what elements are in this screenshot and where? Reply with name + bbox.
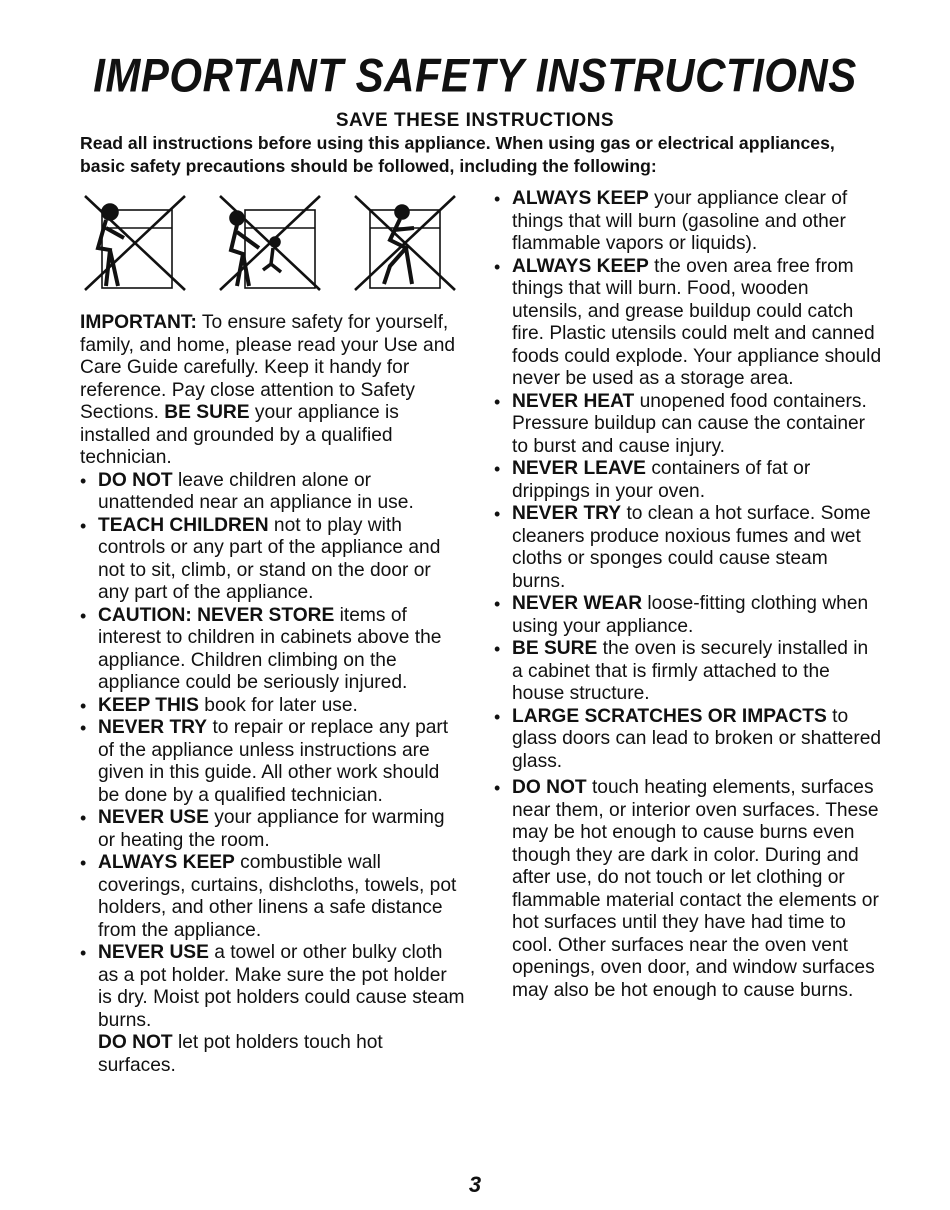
important-text: To ensure safety for yourself, family, and home, please read your Use and Care Guide carefully. Keep it handy for reference. Pay close attention to Safety Sections. (80, 312, 456, 423)
list-item: • DO NOT touch heating elements, surfaces near them, or interior oven surfaces. These may be hot enough to cause burns even though they are dark in color. During and after use, do not touch or let clothing or flammable material contact the elements or hot surfaces until they have had time to cool. Other surfaces near the oven vent openings, oven door, and window surfaces may also be hot enough to cause burns. (494, 777, 884, 1002)
list-item: • KEEP THIS book for later use. (80, 695, 465, 718)
list-item: • LARGE SCRATCHES OR IMPACTS to glass doors can lead to broken or shattered glass. (494, 706, 884, 774)
important-lead: IMPORTANT: (80, 312, 197, 333)
be-sure-text: your appliance is installed and grounded by a qualified technician. (80, 402, 399, 468)
be-sure-lead: BE SURE (164, 402, 250, 423)
safety-pictograms (80, 188, 470, 298)
list-item: • NEVER HEAT unopened food containers. Pressure buildup can cause the container to burst and cause injury. (494, 391, 884, 459)
list-item: • ALWAYS KEEP your appliance clear of things that will burn (gasoline and other flammable vapors or liquids). (494, 188, 884, 256)
right-column (494, 188, 884, 1002)
page-number: 3 (468, 1172, 482, 1197)
list-item: • ALWAYS KEEP the oven area free from things that will burn. Food, wooden utensils, and grease buildup could catch fire. Plastic utensils could melt and canned foods could explode. Your appliance should never be used as a storage area. (494, 256, 884, 391)
left-bullet-list (80, 470, 465, 1078)
list-item: • CAUTION: NEVER STORE items of interest to children in cabinets above the appliance. Children climbing on the appliance could be seriously injured. (80, 605, 465, 695)
list-item: • NEVER WEAR loose-fitting clothing when using your appliance. (494, 593, 884, 638)
list-item: • NEVER USE a towel or other bulky cloth as a pot holder. Make sure the pot holder is dry. Moist pot holders could cause steam burns. DO NOT let pot holders touch hot surfaces. (80, 942, 465, 1077)
list-item: • DO NOT leave children alone or unattended near an appliance in use. (80, 470, 465, 515)
list-item: • BE SURE the oven is securely installed in a cabinet that is firmly attached to the house structure. (494, 638, 884, 706)
page-subtitle: SAVE THESE INSTRUCTIONS (335, 110, 615, 131)
list-item: • ALWAYS KEEP combustible wall coverings, curtains, dishcloths, towels, pot holders, and other linens a safe distance from the appliance. (80, 852, 465, 942)
child-touching-oven-prohibited-icon (85, 196, 185, 290)
intro-text: Read all instructions before using this appliance. When using gas or electrical appliances, basic safety precautions should be followed, including the following: (80, 133, 835, 176)
right-bullet-list (494, 188, 884, 1002)
list-item: • NEVER USE your appliance for warming or heating the room. (80, 807, 465, 852)
list-item: • TEACH CHILDREN not to play with controls or any part of the appliance and not to sit, climb, or stand on the door or any part of the appliance. (80, 515, 465, 605)
child-on-open-oven-door-prohibited-icon (220, 196, 320, 290)
list-item: • NEVER TRY to repair or replace any part of the appliance unless instructions are given in this guide. All other work should be done by a qualified technician. (80, 717, 465, 807)
child-climbing-oven-prohibited-icon (355, 196, 455, 290)
left-column (80, 312, 465, 1077)
list-item: • NEVER TRY to clean a hot surface. Some cleaners produce noxious fumes and wet cloths or sponges could cause steam burns. (494, 503, 884, 593)
page-title: IMPORTANT SAFETY INSTRUCTIONS (93, 49, 857, 102)
list-item: • NEVER LEAVE containers of fat or drippings in your oven. (494, 458, 884, 503)
important-paragraph (80, 312, 465, 470)
